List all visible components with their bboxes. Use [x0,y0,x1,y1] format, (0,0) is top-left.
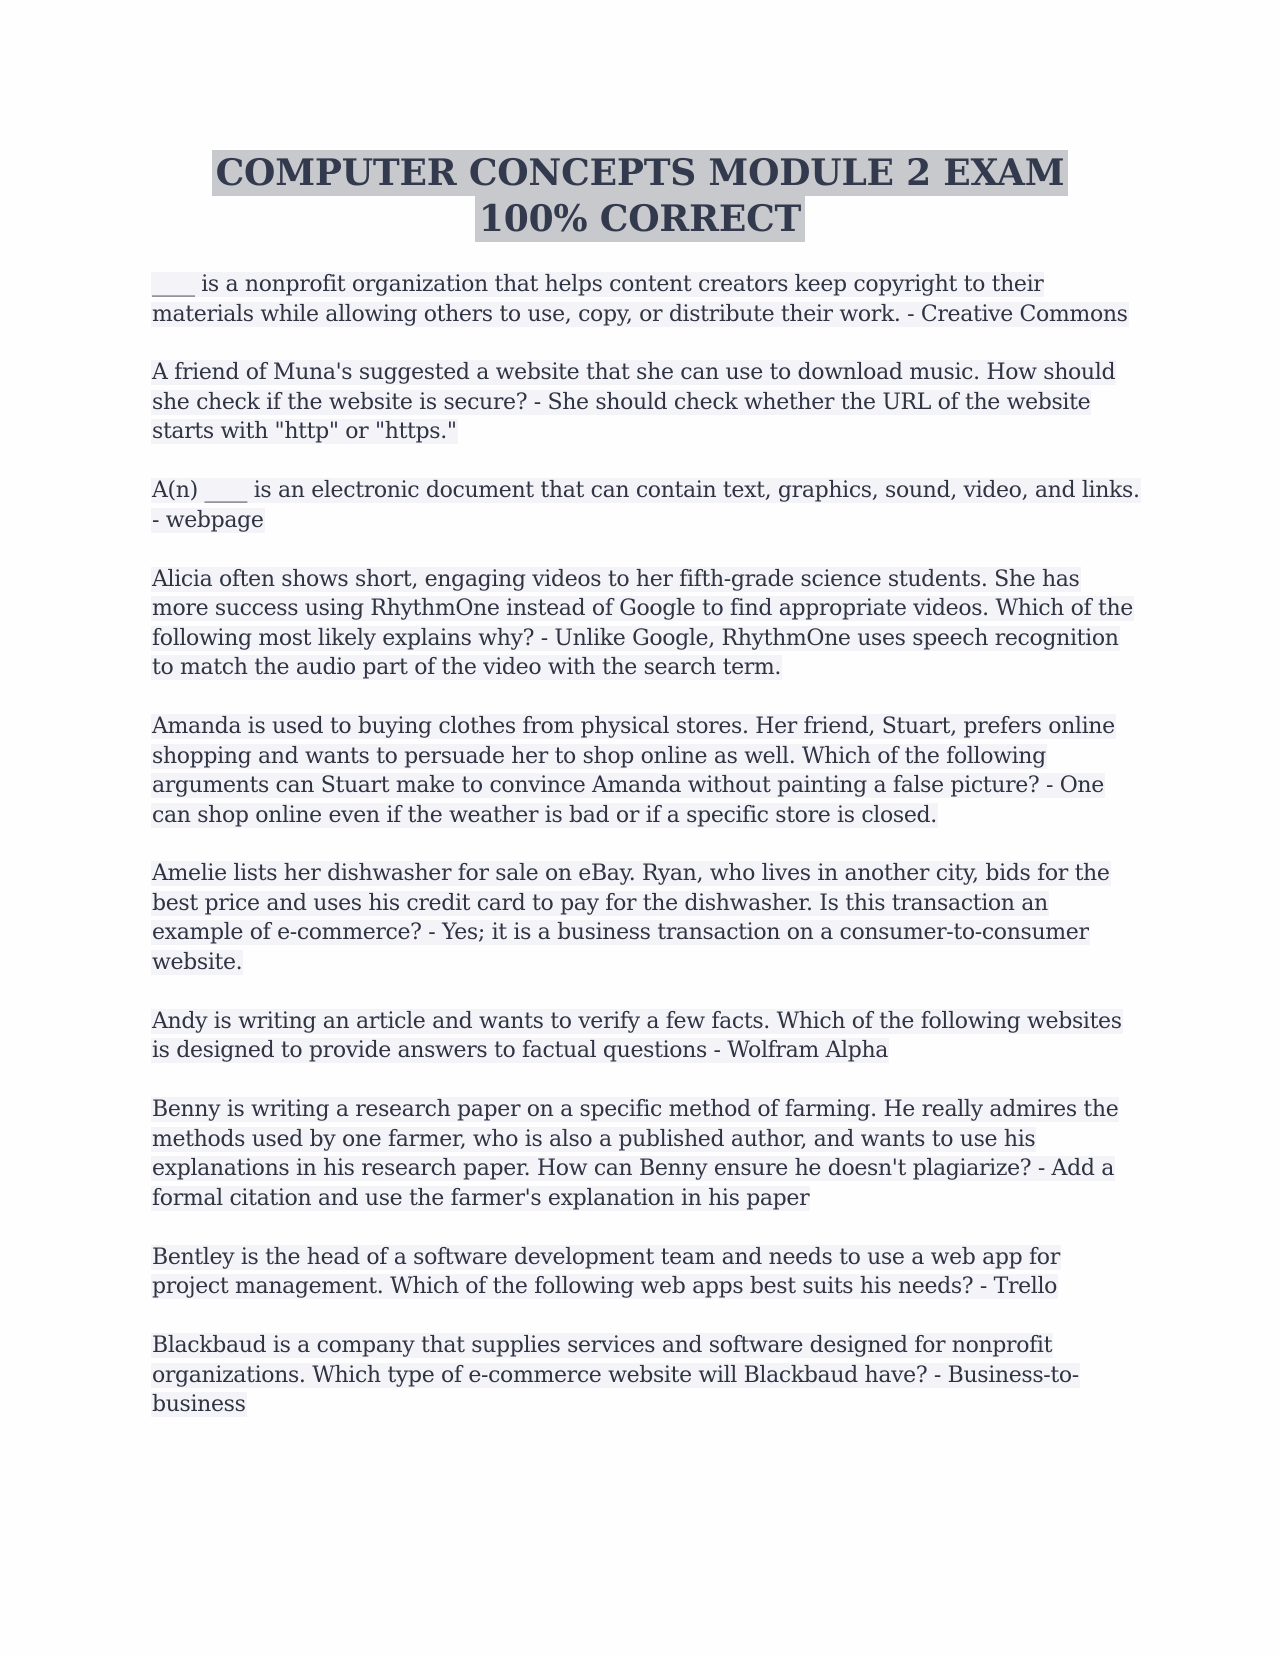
question-item [151,859,1141,977]
question-text: Benny is writing a research paper on a specific method of farming. He really admires the methods used by one farmer, who is also a published author, and wants to use his explanations in his research paper. How can Benny ensure he doesn't plagiarize? - Add a formal citation and use the farmer's explanation in his paper [152,1097,1119,1211]
question-text: Alicia often shows short, engaging videos to her fifth-grade science students. She has more success using RhythmOne instead of Google to find appropriate videos. Which of the following most likely explains why? - Unlike Google, RhythmOne uses speech recognition to match the audio part of the video with the search term. [152,566,1133,681]
question-list [151,270,1141,1449]
question-text: ____ is a nonprofit organization that helps content creators keep copyright to their materials while allowing others to use, copy, or distribute their work. - Creative Commons [152,272,1128,327]
question-text: Andy is writing an article and wants to verify a few facts. Which of the following websites is designed to provide answers to factual questions - Wolfram Alpha [152,1008,1122,1064]
question-item [151,270,1141,329]
question-text: Amanda is used to buying clothes from physical stores. Her friend, Stuart, prefers online shopping and wants to persuade her to shop online as well. Which of the following arguments can Stuart make to convince Amanda without painting a false picture? - One can shop online even if the weather is bad or if a specific store is closed. [152,714,1115,828]
question-text: Amelie lists her dishwasher for sale on eBay. Ryan, who lives in another city, bids for the best price and uses his credit card to pay for the dishwasher. Is this transaction an example of e-commerce? - Yes; it is a business transaction on a consumer-to-consumer website. [152,861,1110,975]
title-line-1: COMPUTER CONCEPTS MODULE 2 EXAM [212,150,1069,196]
document-title [0,150,1280,242]
question-item [151,1331,1141,1420]
question-text: Bentley is the head of a software development team and needs to use a web app for project management. Which of the following web apps best suits his needs? - Trello [152,1244,1060,1300]
question-item [151,1007,1141,1066]
question-item [151,1243,1141,1302]
question-item [151,565,1141,683]
question-text: A(n) ____ is an electronic document that can contain text, graphics, sound, video, and links. - webpage [152,478,1140,533]
question-item [151,476,1141,535]
title-line-2: 100% CORRECT [475,196,805,242]
question-item [151,358,1141,447]
question-item [151,1095,1141,1213]
question-text: A friend of Muna's suggested a website that she can use to download music. How should she check if the website is secure? - She should check whether the URL of the website starts with "http" or "https." [152,360,1116,445]
question-text: Blackbaud is a company that supplies services and software designed for nonprofit organizations. Which type of e-commerce website will Blackbaud have? - Business-to-business [152,1333,1079,1418]
question-item [151,712,1141,830]
